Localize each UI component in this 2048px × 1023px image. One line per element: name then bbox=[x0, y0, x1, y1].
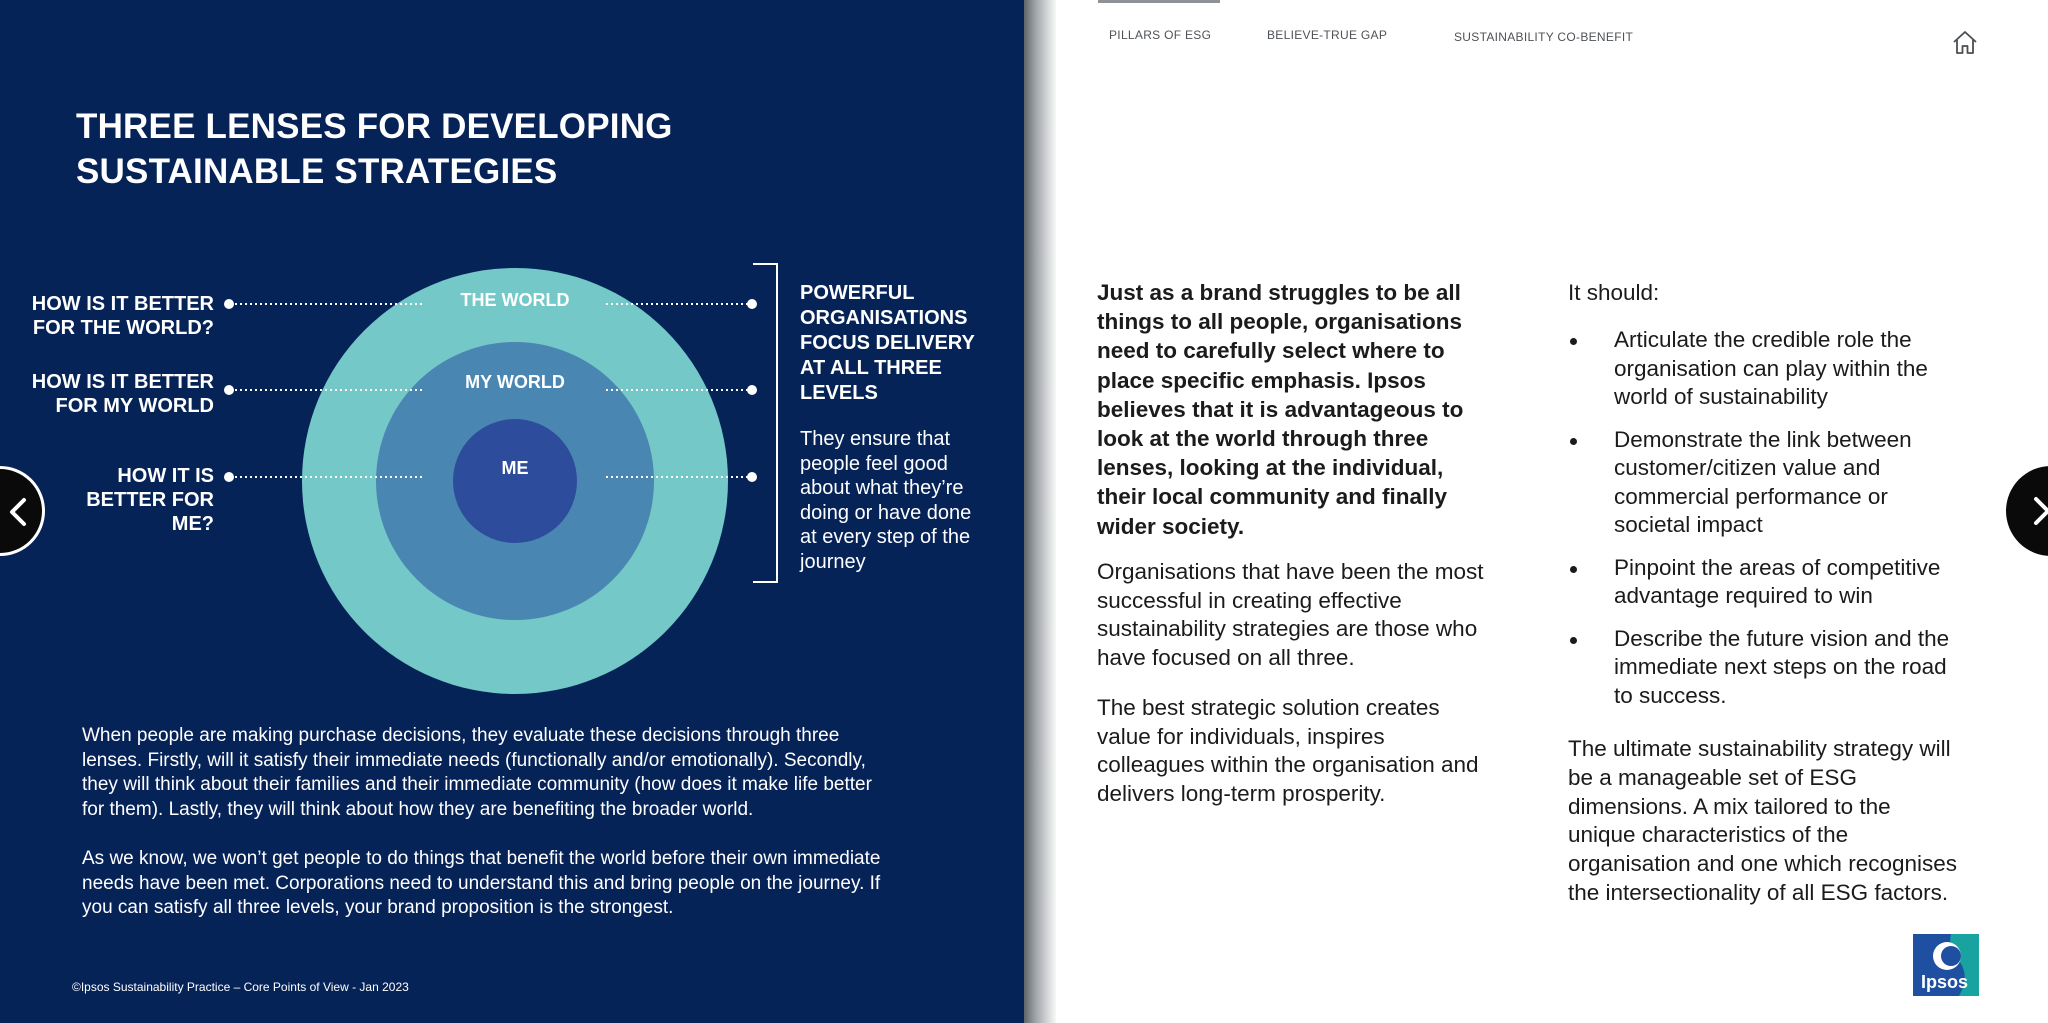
list-item bbox=[1566, 554, 1949, 611]
heading-line: POWERFUL bbox=[800, 282, 915, 304]
chevron-right-icon bbox=[2022, 491, 2048, 531]
question-line: BETTER FOR bbox=[86, 489, 214, 511]
intro-bold-text bbox=[1097, 278, 1463, 541]
heading-line: LEVELS bbox=[800, 382, 878, 404]
sub-line: doing or have done bbox=[800, 501, 972, 524]
para-line: successful in creating effective bbox=[1097, 587, 1402, 613]
bullet-line: commercial performance or bbox=[1614, 483, 1888, 509]
para-line: needs have been met. Corporations need to understand this and bring people on the journey. If bbox=[82, 872, 881, 894]
bullet-line: advantage required to win bbox=[1614, 583, 1873, 608]
intro-line: things to all people, organisations bbox=[1097, 309, 1463, 335]
para-line: you can satisfy all three levels, your brand proposition is the strongest. bbox=[82, 897, 674, 918]
heading-line: ORGANISATIONS bbox=[800, 307, 968, 329]
para-line: When people are making purchase decisions, they evaluate these decisions through three bbox=[82, 725, 840, 746]
list-item bbox=[1566, 625, 1949, 711]
dot bbox=[224, 472, 234, 482]
ring-label-world: THE WORLD bbox=[460, 290, 570, 310]
para-line: value for individuals, inspires bbox=[1097, 723, 1385, 749]
title-line: THREE LENSES FOR DEVELOPING bbox=[76, 107, 673, 146]
para-line: Organisations that have been the most bbox=[1097, 559, 1484, 584]
me-ring bbox=[453, 419, 577, 543]
ring-label-my-world: MY WORLD bbox=[465, 372, 565, 392]
chevron-left-icon bbox=[0, 492, 40, 532]
home-icon[interactable] bbox=[1951, 28, 1979, 56]
svg-text:Ipsos: Ipsos bbox=[1921, 972, 1969, 992]
tab-sustainability-co-benefit[interactable]: SUSTAINABILITY CO-BENEFIT bbox=[1454, 30, 1634, 44]
tab-pillars-of-esg[interactable]: PILLARS OF ESG bbox=[1109, 28, 1212, 42]
para-line: unique characteristics of the bbox=[1568, 822, 1849, 848]
intro-line: Just as a brand struggles to be all bbox=[1097, 280, 1461, 305]
question-line: ME? bbox=[171, 513, 214, 535]
tab-believe-true-gap[interactable]: BELIEVE-TRUE GAP bbox=[1267, 28, 1388, 42]
para-line: sustainability strategies are those who bbox=[1097, 616, 1478, 641]
question-line: FOR MY WORLD bbox=[55, 395, 214, 417]
ring-label-me: ME bbox=[501, 458, 529, 478]
intro-line: wider society. bbox=[1097, 513, 1245, 539]
best-solution-paragraph bbox=[1097, 694, 1479, 808]
bullet-line: organisation can play within the bbox=[1614, 355, 1928, 381]
para-line: colleagues within the organisation and bbox=[1097, 752, 1479, 777]
bullet-line: world of sustainability bbox=[1614, 384, 1828, 409]
bullet-line: Demonstrate the link between bbox=[1614, 426, 1912, 452]
sub-line: journey bbox=[800, 550, 866, 573]
heading-line: AT ALL THREE bbox=[800, 357, 942, 379]
bullet-line: customer/citizen value and bbox=[1614, 455, 1881, 480]
ultimate-paragraph bbox=[1568, 735, 1957, 908]
sub-line: people feel good bbox=[800, 452, 948, 475]
para-line: organisation and one which recognises bbox=[1568, 851, 1958, 877]
question-line: HOW IT IS bbox=[117, 465, 214, 487]
intro-line: believes that it is advantageous to bbox=[1097, 396, 1464, 422]
active-tab-indicator bbox=[1098, 0, 1220, 3]
page-spine bbox=[1024, 0, 1058, 1023]
question-line: HOW IS IT BETTER bbox=[31, 371, 214, 393]
para-line: The ultimate sustainability strategy will bbox=[1568, 736, 1951, 761]
it-should-label: It should: bbox=[1568, 280, 1660, 305]
bullet-line: societal impact bbox=[1614, 512, 1763, 537]
question-line: FOR THE WORLD? bbox=[32, 317, 214, 339]
para-line: lenses. Firstly, will it satisfy their immediate needs (functionally and/or emotionally). Secondly, bbox=[82, 749, 866, 771]
diagram-subtext bbox=[800, 427, 1000, 574]
bracket bbox=[753, 264, 777, 582]
para-line: they will think about their families and their immediate community (how does it make life better bbox=[82, 774, 872, 795]
bullet-line: to success. bbox=[1614, 682, 1727, 708]
question-world bbox=[20, 292, 214, 340]
sub-line: about what they’re bbox=[800, 477, 964, 499]
sub-line: at every step of the bbox=[800, 526, 971, 548]
para-line: have focused on all three. bbox=[1097, 644, 1355, 670]
para-line: be a manageable set of ESG bbox=[1568, 764, 1857, 790]
diagram-heading bbox=[800, 281, 1005, 406]
para-line: dimensions. A mix tailored to the bbox=[1568, 793, 1891, 819]
dot bbox=[747, 385, 757, 395]
intro-line: lenses, looking at the individual, bbox=[1097, 455, 1444, 481]
dot bbox=[747, 472, 757, 482]
question-me bbox=[20, 464, 214, 536]
dot bbox=[224, 299, 234, 309]
body-paragraph-2 bbox=[82, 847, 962, 921]
question-my-world bbox=[10, 370, 214, 418]
dot bbox=[224, 385, 234, 395]
body-paragraph-1 bbox=[82, 724, 962, 822]
list-item bbox=[1566, 426, 1949, 540]
ipsos-logo bbox=[1913, 934, 1979, 996]
footer-copyright: ©Ipsos Sustainability Practice – Core Points of View - Jan 2023 bbox=[72, 980, 409, 994]
intro-line: place specific emphasis. Ipsos bbox=[1097, 367, 1426, 393]
bullet-line: immediate next steps on the road bbox=[1614, 654, 1947, 679]
sub-line: They ensure that bbox=[800, 428, 951, 450]
bullet-line: Pinpoint the areas of competitive bbox=[1614, 554, 1941, 580]
heading-line: FOCUS DELIVERY bbox=[800, 332, 975, 354]
para-line: delivers long-term prosperity. bbox=[1097, 780, 1386, 806]
intro-line: need to carefully select where to bbox=[1097, 338, 1445, 364]
intro-line: look at the world through three bbox=[1097, 426, 1429, 452]
list-item bbox=[1566, 326, 1949, 412]
para-line: the intersectionality of all ESG factors. bbox=[1568, 879, 1949, 905]
bullet-line: Describe the future vision and the bbox=[1614, 625, 1950, 651]
question-line: HOW IS IT BETTER bbox=[31, 293, 214, 315]
bullet-list bbox=[1566, 326, 1949, 724]
intro-line: their local community and finally bbox=[1097, 484, 1448, 510]
success-paragraph bbox=[1097, 558, 1484, 672]
para-line: As we know, we won’t get people to do things that benefit the world before their own immediate bbox=[82, 848, 881, 869]
bullet-line: Articulate the credible role the bbox=[1614, 327, 1912, 352]
para-line: The best strategic solution creates bbox=[1097, 695, 1440, 720]
title-line: SUSTAINABLE STRATEGIES bbox=[76, 152, 558, 191]
dot bbox=[747, 299, 757, 309]
para-line: for them). Lastly, they will think about how they are benefiting the broader world. bbox=[82, 798, 754, 820]
